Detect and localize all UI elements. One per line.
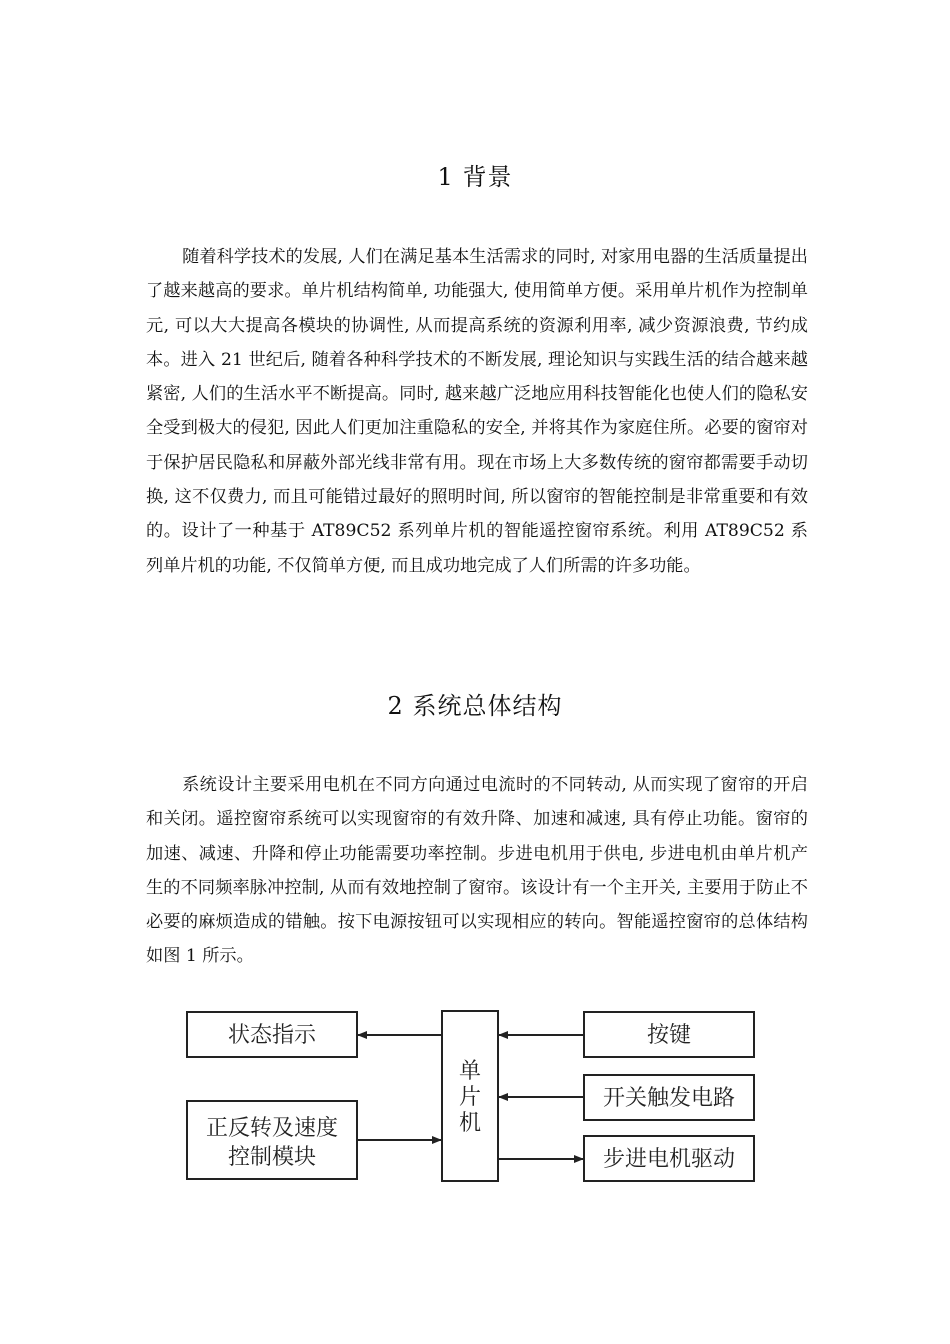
switch-circuit-label: 开关触发电路	[602, 1086, 736, 1111]
system-structure-diagram	[183, 1008, 758, 1184]
section-1-heading: 1 背景	[437, 163, 513, 191]
section-1-paragraph: 随着科学技术的发展, 人们在满足基本生活需求的同时, 对家用电器的生活质量提出了越来越高的要求。单片机结构简单, 功能强大, 使用简单方便。采用单片机作为控制单元, 可以大大提高各模块的协调性, 从而提高系统的资源利用率, 减少资源浪费, 节约成本。进入 21 世纪后, 随着各种科学技术的不断发展, 理论知识与实践生活的结合越来越紧密, 人们的生活水平不断提高。同时, 越来越广泛地应用科技智能化也使人们的隐私安全受到极大的侵犯, 因此人们更加注重隐私的安全, 并将其作为家庭住所。必要的窗帘对于保护居民隐私和屏蔽外部光线非常有用。现在市场上大多数传统的窗帘都需要手动切换, 这不仅费力, 而且可能错过最好的照明时间, 所以窗帘的智能控制是非常重要和有效的。设计了一种基于 AT89C52 系列单片机的智能遥控窗帘系统。利用 AT89C52 系列单片机的功能, 不仅简单方便, 而且成功地完成了人们所需的许多功能。	[146, 247, 808, 576]
keys-label: 按键	[646, 1023, 692, 1048]
status-indicator-label: 状态指示	[227, 1023, 317, 1048]
mcu-label-3: 机	[458, 1111, 482, 1136]
section-2-heading: 2 系统总体结构	[387, 692, 563, 720]
mcu-label-2: 片	[458, 1085, 482, 1110]
section-2-paragraph: 系统设计主要采用电机在不同方向通过电流时的不同转动, 从而实现了窗帘的开启和关闭。遥控窗帘系统可以实现窗帘的有效升降、加速和减速, 具有停止功能。窗帘的加速、减速、升降和停止功能需要功率控制。步进电机用于供电, 步进电机由单片机产生的不同频率脉冲控制, 从而有效地控制了窗帘。该设计有一个主开关, 主要用于防止不必要的麻烦造成的错触。按下电源按钮可以实现相应的转向。智能遥控窗帘的总体结构如图 1 所示。	[146, 775, 808, 967]
stepper-driver-label: 步进电机驱动	[602, 1147, 736, 1172]
direction-speed-label-line1: 正反转及速度	[205, 1116, 339, 1141]
direction-speed-label-line2: 控制模块	[227, 1145, 317, 1170]
mcu-label-1: 单	[458, 1059, 482, 1084]
